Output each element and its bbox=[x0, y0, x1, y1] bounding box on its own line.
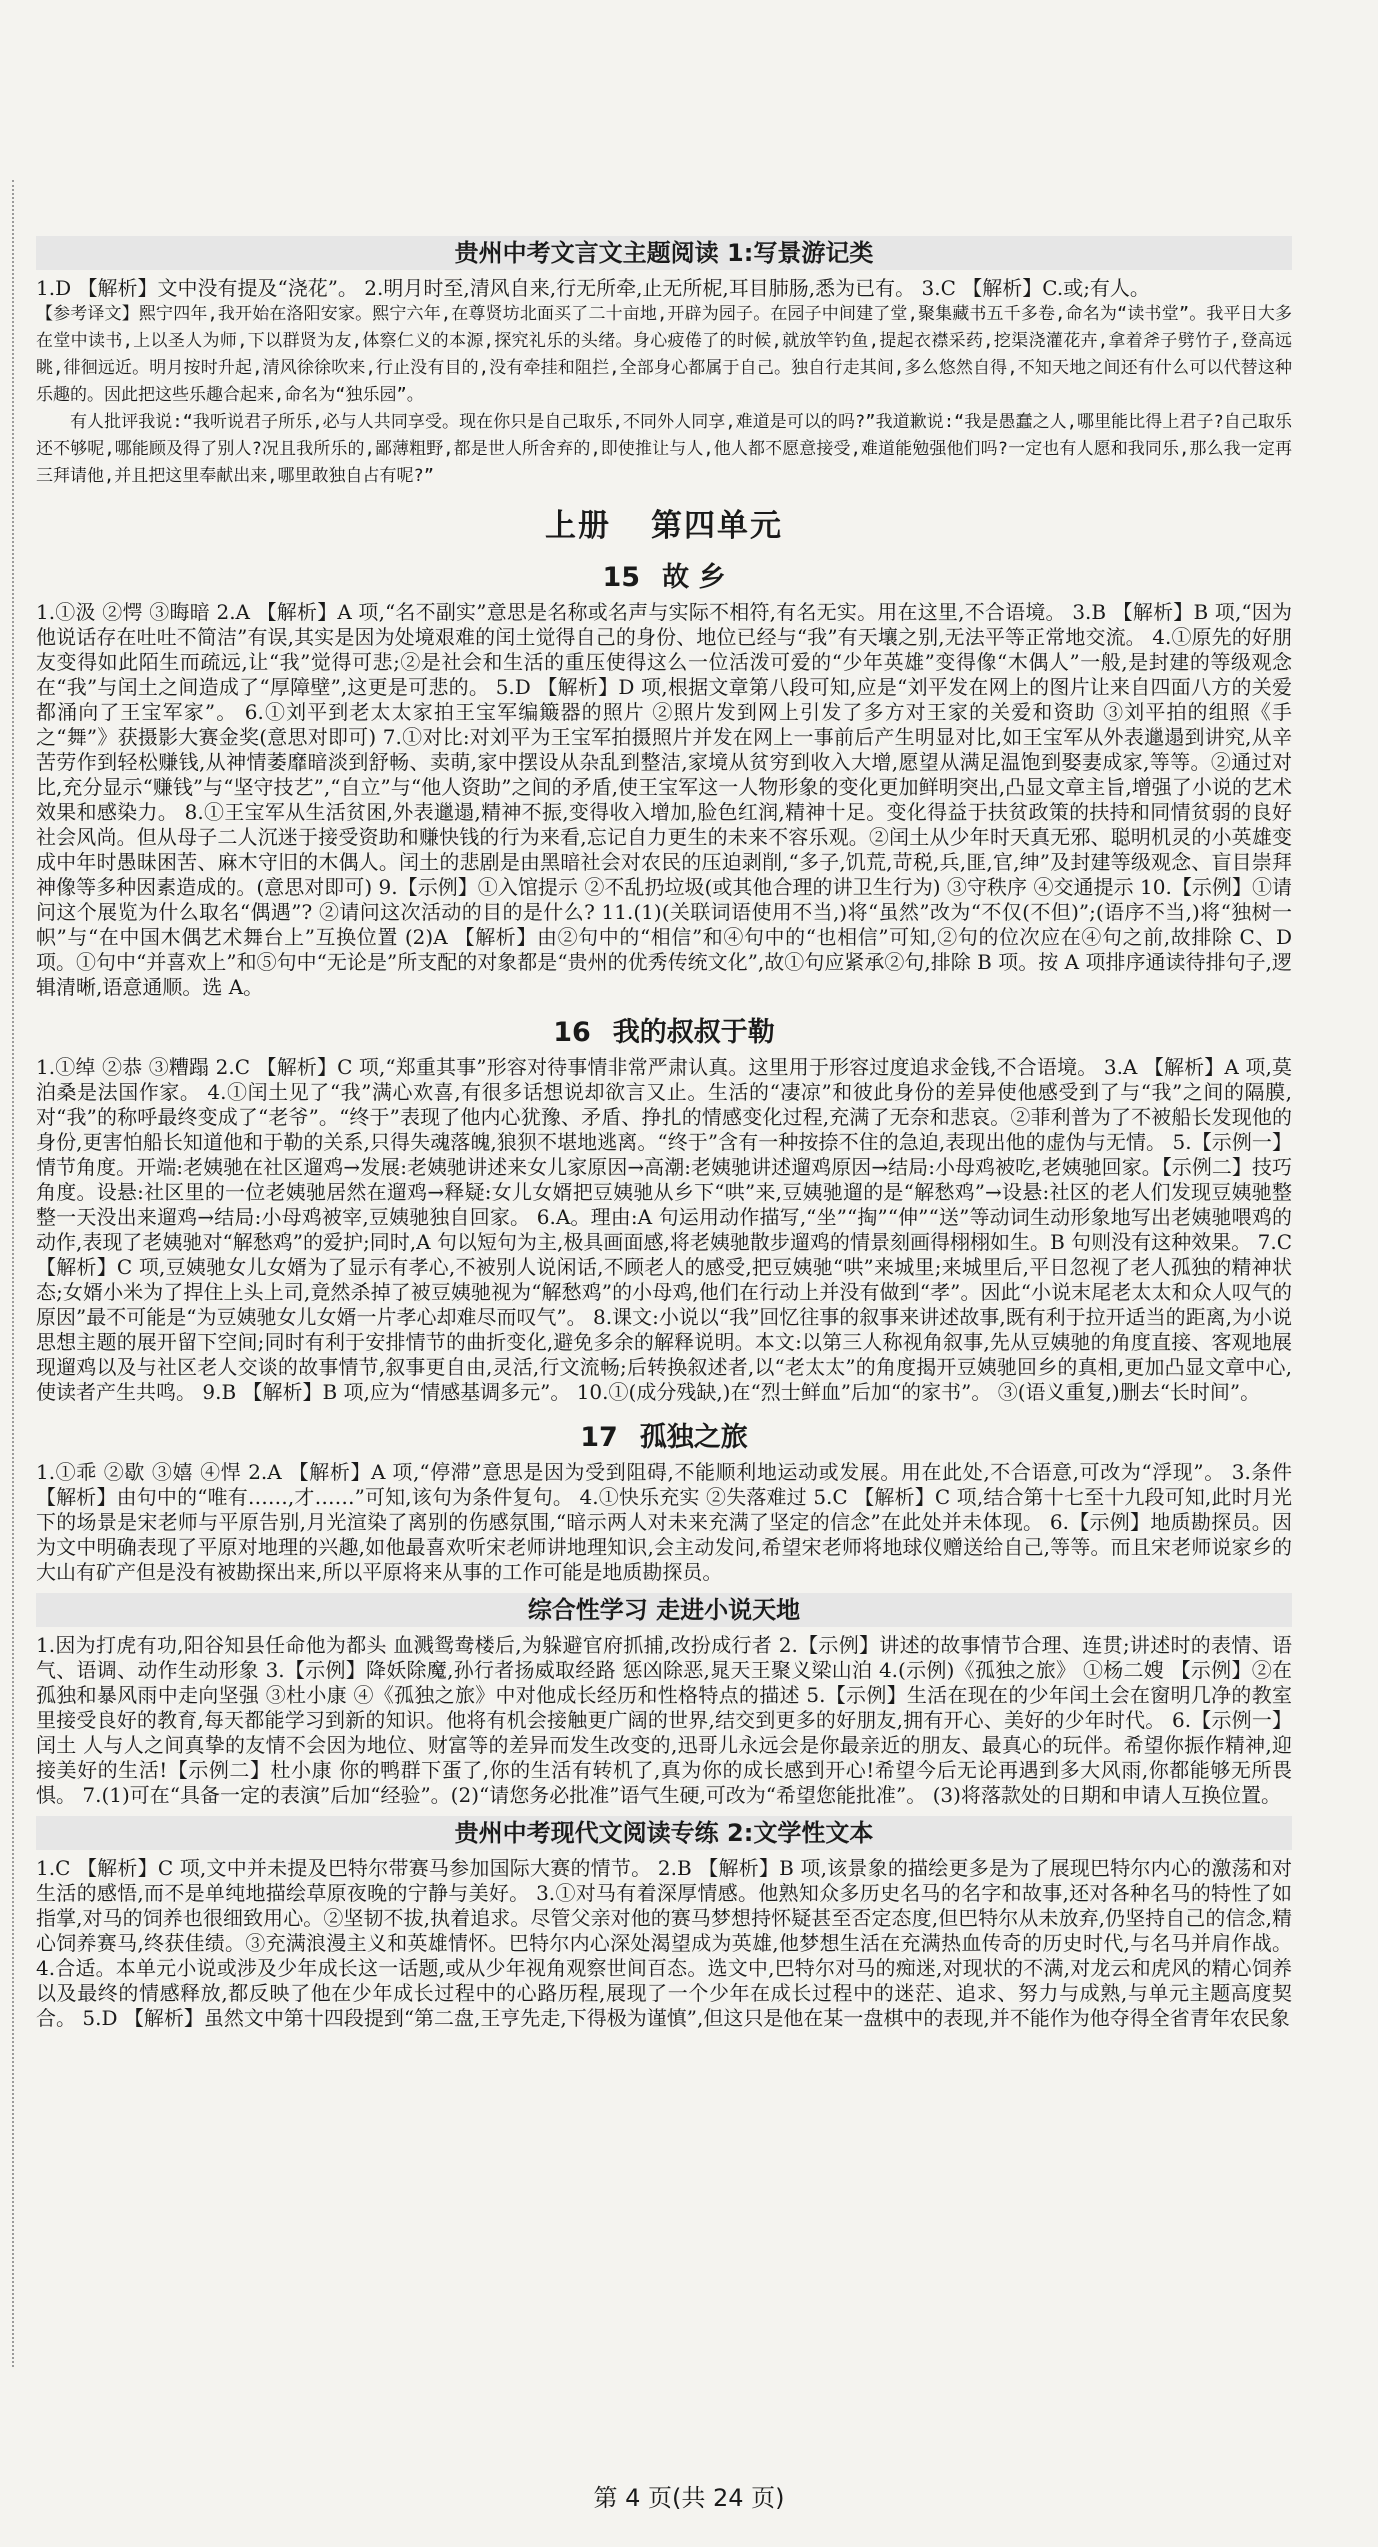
section-banner: 贵州中考现代文阅读专练 2:文学性文本 bbox=[36, 1816, 1292, 1850]
volume-label: 上册 bbox=[545, 508, 611, 544]
answer-paragraph: 1.因为打虎有功,阳谷知县任命他为都头 血溅鸳鸯楼后,为躲避官府抓捕,改扮成行者 2.【示例】讲述的故事情节合理、连贯;讲述时的表情、语气、语调、动作生动形象 3.【示例】降妖除魔,孙行者扬威取经路 惩凶除恶,晁天王聚义梁山泊 4.(示例)《孤独之旅》 ①杨二嫂 【示例】②在孤独和暴风雨中走向坚强 ③杜小康 ④《孤独之旅》中对他成长经历和性格特点的描述 5.【示例】生活在现在的少年闰土会在窗明几净的教室里接受良好的教育,每天都能学习到新的知识。他将有机会接触更广阔的世界,结交到更多的好朋友,拥有开心、美好的少年时代。 6.【示例一】闰土 人与人之间真挚的友情不会因为地位、财富等的差异而发生改变的,迅哥儿永远会是你最亲近的朋友、最真心的玩伴。希望你振作精神,迎接美好的生活!【示例二】杜小康 你的鸭群下蛋了,你的生活有转机了,真为你的成长感到开心!希望今后无论再遇到多大风雨,你都能够无所畏惧。 7.(1)可在“具备一定的表演”后加“经验”。(2)“请您务必批准”语气生硬,可改为“希望您能批准”。 (3)将落款处的日期和申请人互换位置。 bbox=[36, 1633, 1292, 1807]
lesson-title bbox=[36, 555, 1292, 594]
section-banner: 贵州中考文言文主题阅读 1:写景游记类 bbox=[36, 236, 1292, 270]
lesson-number: 16 bbox=[553, 1017, 591, 1048]
lesson-16 bbox=[36, 1010, 1292, 1405]
answer-paragraph: 1.D 【解析】文中没有提及“浇花”。 2.明月时至,清风自来,行无所牵,止无所柅,耳目肺肠,悉为已有。 3.C 【解析】C.或;有人。 bbox=[36, 276, 1150, 300]
lesson-17 bbox=[36, 1415, 1292, 1585]
page-number: 第 4 页(共 24 页) bbox=[593, 2484, 785, 2512]
section-integrated-study bbox=[36, 1593, 1292, 1808]
answer-paragraph: 1.C 【解析】C 项,文中并未提及巴特尔带赛马参加国际大赛的情节。 2.B 【解析】B 项,该景象的描绘更多是为了展现巴特尔内心的激荡和对生活的感悟,而不是单纯地描绘草原夜晚的宁静与美好。 3.①对马有着深厚情感。他熟知众多历史名马的名字和故事,还对各种名马的特性了如指掌,对马的饲养也很细致用心。②坚韧不拔,执着追求。尽管父亲对他的赛马梦想持怀疑甚至否定态度,但巴特尔从未放弃,仍坚持自己的信念,精心饲养赛马,终获佳绩。③充满浪漫主义和英雄情怀。巴特尔内心深处渴望成为英雄,他梦想生活在充满热血传奇的历史时代,与名马并肩作战。 4.合适。本单元小说或涉及少年成长这一话题,或从少年视角观察世间百态。选文中,巴特尔对马的痴迷,对现状的不满,对龙云和虎风的精心饲养以及最终的情感释放,都反映了他在少年成长过程中的心路历程,展现了一个少年在成长过程中的迷茫、追求、努力与成熟,与单元主题高度契合。 5.D 【解析】虽然文中第十四段提到“第二盘,王亨先走,下得极为谨慎”,但这只是他在某一盘棋中的表现,并不能作为他夺得全省青年农民象 bbox=[36, 1856, 1292, 2030]
answer-paragraph: 1.①乖 ②歇 ③嬉 ④悍 2.A 【解析】A 项,“停滞”意思是因为受到阻碍,不能顺利地运动或发展。用在此处,不合语意,可改为“浮现”。 3.条件 【解析】由句中的“唯有……,才……”可知,该句为条件复句。 4.①快乐充实 ②失落难过 5.C 【解析】C 项,结合第十七至十九段可知,此时月光下的场景是宋老师与平原告别,月光渲染了离别的伤感氛围,“暗示两人对未来充满了坚定的信念”在此处并未体现。 6.【示例】地质勘探员。因为文中明确表现了平原对地理的兴趣,如他最喜欢听宋老师讲地理知识,会主动发问,希望宋老师将地球仪赠送给自己,等等。而且宋老师说家乡的大山有矿产但是没有被勘探出来,所以平原将来从事的工作可能是地质勘探员。 bbox=[36, 1460, 1292, 1584]
lesson-name: 孤独之旅 bbox=[639, 1422, 748, 1453]
binding-dotted-line bbox=[12, 180, 14, 2367]
section-modern-reading bbox=[36, 1816, 1292, 2031]
lesson-name: 故 乡 bbox=[662, 562, 726, 593]
section-banner: 综合性学习 走进小说天地 bbox=[36, 1593, 1292, 1627]
section-classical-reading bbox=[36, 236, 1292, 490]
lesson-15 bbox=[36, 555, 1292, 1000]
answer-paragraph: 1.①汲 ②愕 ③晦暗 2.A 【解析】A 项,“名不副实”意思是名称或名声与实际不相符,有名无实。用在这里,不合语境。 3.B 【解析】B 项,“因为他说话存在吐吐不简洁”有误,其实是因为处境艰难的闰土觉得自己的身份、地位已经与“我”有天壤之别,无法平等正常地交流。 4.①原先的好朋友变得如此陌生而疏远,让“我”觉得可悲;②是社会和生活的重压使得这么一位活泼可爱的“少年英雄”变得像“木偶人”一般,是封建的等级观念在“我”与闰土之间造成了“厚障壁”,这更是可悲的。 5.D 【解析】D 项,根据文章第八段可知,应是“刘平发在网上的图片让来自四面八方的关爱都涌向了王宝军家”。 6.①刘平到老太太家拍王宝军编簸器的照片 ②照片发到网上引发了多方对王家的关爱和资助 ③刘平拍的组照《手之“舞”》获摄影大赛金奖(意思对即可) 7.①对比:对刘平为王宝军拍摄照片并发在网上一事前后产生明显对比,如王宝军从外表邋遢到讲究,从辛苦劳作到轻松赚钱,从神情萎靡暗淡到舒畅、卖萌,家中摆设从杂乱到整洁,家境从贫穷到收入大增,愿望从满足温饱到娶妻成家,等等。②通过对比,充分显示“赚钱”与“坚守技艺”,“自立”与“他人资助”之间的矛盾,使王宝军这一人物形象的变化更加鲜明突出,凸显文章主旨,增强了小说的艺术效果和感染力。 8.①王宝军从生活贫困,外表邋遢,精神不振,变得收入增加,脸色红润,精神十足。变化得益于扶贫政策的扶持和同情贫弱的良好社会风尚。但从母子二人沉迷于接受资助和赚快钱的行为来看,忘记自力更生的未来不容乐观。②闰土从少年时天真无邪、聪明机灵的小英雄变成中年时愚昧困苦、麻木守旧的木偶人。闰土的悲剧是由黑暗社会对农民的压迫剥削,“多子,饥荒,苛税,兵,匪,官,绅”及封建等级观念、盲目崇拜神像等多种因素造成的。(意思对即可) 9.【示例】①入馆提示 ②不乱扔垃圾(或其他合理的讲卫生行为) ③守秩序 ④交通提示 10.【示例】①请问这个展览为什么取名“偶遇”? ②请问这次活动的目的是什么? 11.(1)(关联词语使用不当,)将“虽然”改为“不仅(不但)”;(语序不当,)将“独树一帜”与“在中国木偶艺术舞台上”互换位置 (2)A 【解析】由②句中的“相信”和④句中的“也相信”可知,②句的位次应在④句之前,故排除 C、D 项。①句中“并喜欢上”和⑤句中“无论是”所支配的对象都是“贵州的优秀传统文化”,故①句应紧承②句,排除 B 项。按 A 项排序通读待排句子,逻辑清晰,语意通顺。选 A。 bbox=[36, 600, 1292, 999]
lesson-number: 17 bbox=[580, 1422, 618, 1453]
lesson-title bbox=[36, 1415, 1292, 1454]
unit-label: 第四单元 bbox=[651, 508, 783, 544]
lesson-name: 我的叔叔于勒 bbox=[612, 1017, 775, 1048]
translation-paragraph: 【参考译文】熙宁四年,我开始在洛阳安家。熙宁六年,在尊贤坊北面买了二十亩地,开辟为园子。在园子中间建了堂,聚集藏书五千多卷,命名为“读书堂”。我平日大多在堂中读书,上以圣人为师,下以群贤为友,体察仁义的本源,探究礼乐的头绪。身心疲倦了的时候,就放竿钓鱼,提起衣襟采药,挖渠浇灌花卉,拿着斧子劈竹子,登高远眺,徘徊远近。明月按时升起,清风徐徐吹来,行止没有目的,没有牵挂和阻拦,全部身心都属于自己。独自行走其间,多么悠然自得,不知天地之间还有什么可以代替这种乐趣的。因此把这些乐趣合起来,命名为“独乐园”。 bbox=[36, 304, 1292, 405]
unit-title bbox=[36, 500, 1292, 545]
lesson-title bbox=[36, 1010, 1292, 1049]
lesson-number: 15 bbox=[602, 562, 641, 593]
answer-paragraph: 1.①绰 ②恭 ③糟蹋 2.C 【解析】C 项,“郑重其事”形容对待事情非常严肃认真。这里用于形容过度追求金钱,不合语境。 3.A 【解析】A 项,莫泊桑是法国作家。 4.①闰土见了“我”满心欢喜,有很多话想说却欲言又止。生活的“凄凉”和彼此身份的差异使他感受到了与“我”之间的隔膜,对“我”的称呼最终变成了“老爷”。“终于”表现了他内心犹豫、矛盾、挣扎的情感变化过程,充满了无奈和悲哀。②菲利普为了不被船长发现他的身份,更害怕船长知道他和于勒的关系,只得失魂落魄,狼狈不堪地逃离。“终于”含有一种按捺不住的急迫,表现出他的虚伪与无情。 5.【示例一】情节角度。开端:老姨驰在社区遛鸡→发展:老姨驰讲述来女儿家原因→高潮:老姨驰讲述遛鸡原因→结局:小母鸡被吃,老姨驰回家。【示例二】技巧角度。设悬:社区里的一位老姨驰居然在遛鸡→释疑:女儿女婿把豆姨驰从乡下“哄”来,豆姨驰遛的是“解愁鸡”→设悬:社区的老人们发现豆姨驰整整一天没出来遛鸡→结局:小母鸡被宰,豆姨驰独自回家。 6.A。理由:A 句运用动作描写,“坐”“掏”“伸”“送”等动词生动形象地写出老姨驰喂鸡的动作,表现了老姨驰对“解愁鸡”的爱护;同时,A 句以短句为主,极具画面感,将老姨驰散步遛鸡的情景刻画得栩栩如生。B 句则没有这种效果。 7.C 【解析】C 项,豆姨驰女儿女婿为了显示有孝心,不被别人说闲话,不顾老人的感受,把豆姨驰“哄”来城里;来城里后,平日忽视了老人孤独的精神状态;女婿小米为了捍住上头上司,竟然杀掉了被豆姨驰视为“解愁鸡”的小母鸡,他们在行动上并没有做到“孝”。因此“小说末尾老太太和众人叹气的原因”最不可能是“为豆姨驰女儿女婿一片孝心却难尽而叹气”。 8.课文:小说以“我”回忆往事的叙事来讲述故事,既有利于拉开适当的距离,为小说思想主题的展开留下空间;同时有利于安排情节的曲折变化,避免多余的解释说明。本文:以第三人称视角叙事,先从豆姨驰的角度直接、客观地展现遛鸡以及与社区老人交谈的故事情节,叙事更自由,灵活,行文流畅;后转换叙述者,以“老太太”的角度揭开豆姨驰回乡的真相,更加凸显文章中心,使读者产生共鸣。 9.B 【解析】B 项,应为“情感基调多元”。 10.①(成分残缺,)在“烈士鲜血”后加“的家书”。 ③(语义重复,)删去“长时间”。 bbox=[36, 1055, 1293, 1404]
translation-paragraph: 有人批评我说:“我听说君子所乐,必与人共同享受。现在你只是自己取乐,不同外人同享,难道是可以的吗?”我道歉说:“我是愚蠢之人,哪里能比得上君子?自己取乐还不够呢,哪能顾及得了别人?况且我所乐的,鄙薄粗野,都是世人所舍弃的,即使推让与人,他人都不愿意接受,难道能勉强他们吗?一定也有人愿和我同乐,那么我一定再三拜请他,并且把这里奉献出来,哪里敢独自占有呢?” bbox=[36, 412, 1292, 486]
